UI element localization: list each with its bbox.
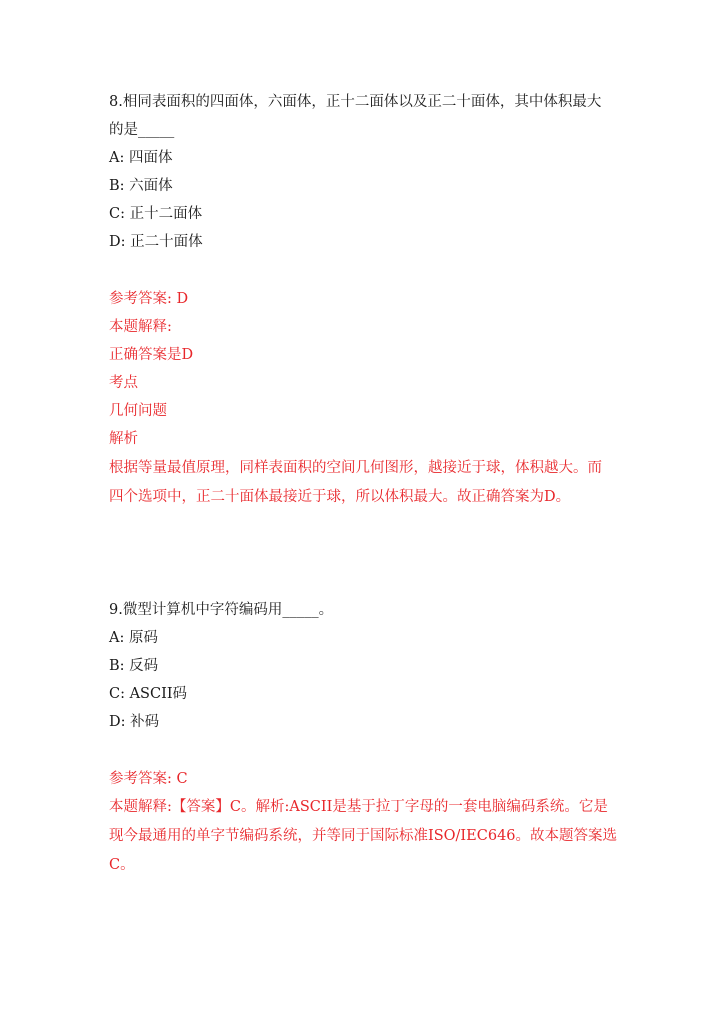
q8-option-d: D: 正二十面体 [109,234,203,250]
q8-correct-answer: 正确答案是D [109,347,194,363]
q8-kaodian-label: 考点 [109,375,138,391]
q9-option-c: C: ASCII码 [109,686,188,702]
q8-option-b: B: 六面体 [109,178,173,194]
q9-explain-line2: 现今最通用的单字节编码系统，并等同于国际标准ISO/IEC646。故本题答案选 [109,828,618,844]
q8-jiexi-line2: 四个选项中，正二十面体最接近于球，所以体积最大。故正确答案为D。 [109,489,571,505]
q8-answer: 参考答案: D [109,291,189,307]
q8-jiexi-label: 解析 [109,431,138,447]
q8-option-a: A: 四面体 [109,150,173,166]
q8-stem-line1: 8.相同表面积的四面体，六面体，正十二面体以及正二十面体，其中体积最大 [109,94,602,110]
q9-explain-line3: C。 [109,857,135,873]
q9-explain-line1: 本题解释:【答案】C。解析:ASCII是基于拉丁字母的一套电脑编码系统。它是 [109,799,608,815]
q8-option-c: C: 正十二面体 [109,206,203,222]
q9-option-b: B: 反码 [109,658,159,674]
q9-option-d: D: 补码 [109,714,160,730]
q8-explain-label: 本题解释: [109,319,172,335]
q8-jiexi-line1: 根据等量最值原理，同样表面积的空间几何图形，越接近于球，体积越大。而 [109,460,602,476]
q8-kaodian: 几何问题 [109,403,167,419]
q9-option-a: A: 原码 [109,630,158,646]
q8-stem-line2: 的是_____ [109,122,175,138]
q9-stem: 9.微型计算机中字符编码用_____。 [109,602,334,618]
q9-answer: 参考答案: C [109,771,188,787]
